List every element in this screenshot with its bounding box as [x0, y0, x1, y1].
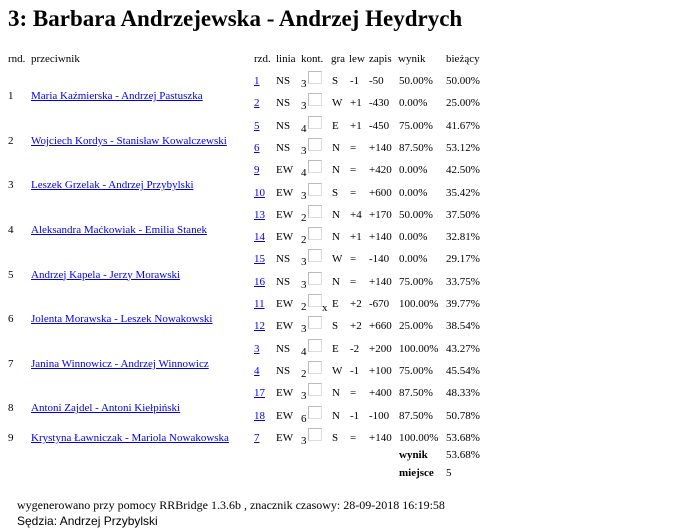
result-cell: 0.00% [399, 97, 428, 110]
running-cell: 33.75% [446, 275, 480, 288]
contract-level: 4 [301, 167, 307, 180]
line-cell: NS [276, 342, 291, 355]
header-result: wynik [398, 53, 426, 65]
lead-cell: = [350, 431, 357, 444]
round-number: 3 [8, 179, 14, 192]
contract-suit-box [308, 160, 322, 173]
declarer-cell: W [332, 97, 343, 110]
result-cell: 87.50% [399, 409, 433, 422]
contract-suit-box [308, 294, 322, 307]
summary-place-label: miejsce [399, 467, 434, 479]
result-cell: 100.00% [399, 298, 439, 310]
lead-cell: +1 [350, 231, 362, 244]
contract-level: 3 [301, 278, 307, 291]
lead-cell: +4 [350, 208, 362, 221]
contract-suit-box [308, 205, 322, 218]
score-cell: +100 [369, 364, 392, 377]
running-cell: 45.54% [446, 364, 480, 377]
score-cell: -670 [369, 298, 390, 310]
summary-result-label: wynik [399, 449, 428, 461]
result-cell: 75.00% [399, 364, 433, 377]
contract-suit-box [308, 272, 322, 285]
score-cell: +420 [369, 164, 392, 177]
line-cell: EW [276, 186, 294, 199]
lead-cell: = [350, 186, 357, 199]
contract-level: 2 [301, 301, 307, 313]
declarer-cell: S [332, 186, 339, 199]
running-cell: 37.50% [446, 208, 480, 221]
score-cell: +170 [369, 208, 392, 221]
contract-level: 3 [301, 434, 307, 447]
opponent-link[interactable]: Maria Kaźmierska - Andrzej Pastuszka [31, 90, 203, 103]
header-opponent: przeciwnik [31, 53, 80, 65]
line-cell: EW [276, 298, 294, 310]
result-cell: 0.00% [399, 231, 428, 244]
contract-suit-box [308, 183, 322, 196]
board-link[interactable]: 13 [254, 208, 265, 221]
header-score: zapis [369, 53, 392, 65]
page-title: 3: Barbara Andrzejewska - Andrzej Heydrych [8, 6, 463, 31]
running-cell: 39.77% [446, 298, 480, 310]
result-cell: 25.00% [399, 320, 433, 333]
contract-level: 3 [301, 256, 307, 269]
result-cell: 100.00% [399, 431, 439, 444]
lead-cell: = [350, 164, 357, 177]
contract-suit-box [308, 406, 322, 419]
declarer-cell: N [332, 275, 340, 288]
header-declarer: gra [331, 53, 346, 65]
declarer-cell: W [332, 253, 343, 266]
contract-level: 3 [301, 78, 307, 90]
board-link[interactable]: 6 [254, 141, 260, 154]
line-cell: NS [276, 253, 291, 266]
header-running: bieżący [446, 53, 480, 65]
board-link[interactable]: 7 [254, 431, 260, 444]
board-link[interactable]: 2 [254, 97, 260, 110]
opponent-link[interactable]: Janina Winnowicz - Andrzej Winnowicz [31, 357, 209, 370]
round-number: 1 [8, 90, 14, 103]
contract-level: 3 [301, 323, 307, 336]
result-cell: 75.00% [399, 119, 433, 132]
line-cell: NS [276, 275, 291, 288]
running-cell: 50.00% [446, 75, 480, 87]
lead-cell: -1 [350, 364, 360, 377]
result-cell: 87.50% [399, 141, 433, 154]
contract-suit-box [308, 227, 322, 240]
result-cell: 0.00% [399, 186, 428, 199]
opponent-link[interactable]: Jolenta Morawska - Leszek Nowakowski [31, 313, 213, 326]
running-cell: 48.33% [446, 387, 480, 400]
score-cell: -50 [369, 75, 384, 87]
contract-level: 2 [301, 234, 307, 247]
header-line: linia [276, 53, 296, 65]
lead-cell: = [350, 275, 357, 288]
score-cell: +140 [369, 141, 392, 154]
result-cell: 87.50% [399, 387, 433, 400]
contract-suit-box [308, 383, 322, 396]
opponent-link[interactable]: Wojciech Kordys - Stanisław Kowalczewski [31, 134, 227, 147]
board-link[interactable]: 3 [254, 342, 260, 355]
line-cell: EW [276, 231, 294, 244]
generated-note: wygenerowano przy pomocy RRBridge 1.3.6b , znacznik czasowy: 28-09-2018 16:19:58 [17, 498, 445, 512]
declarer-cell: N [332, 164, 340, 177]
declarer-cell: N [332, 231, 340, 244]
board-link[interactable]: 16 [254, 275, 265, 288]
round-number: 7 [8, 357, 14, 370]
judge-name: Sędzia: Andrzej Przybylski [17, 514, 158, 528]
lead-cell: +2 [350, 320, 362, 333]
header-contract: kont. [301, 53, 324, 65]
running-cell: 41.67% [446, 119, 480, 132]
running-cell: 38.54% [446, 320, 480, 333]
board-link[interactable]: 5 [254, 119, 260, 132]
contract-suit-box [308, 138, 322, 151]
declarer-cell: N [332, 387, 340, 400]
round-number: 9 [8, 431, 14, 444]
line-cell: NS [276, 97, 291, 110]
contract-level: 2 [301, 211, 307, 224]
opponent-link[interactable]: Antoni Zajdel - Antoni Kiełpiński [31, 402, 181, 415]
running-cell: 42.50% [446, 164, 480, 177]
declarer-cell: N [332, 208, 340, 221]
opponent-link[interactable]: Andrzej Kapela - Jerzy Morawski [31, 268, 181, 281]
summary-result-value: 53.68% [446, 449, 480, 461]
double-marker: x [322, 302, 328, 314]
footer [17, 497, 445, 529]
result-cell: 75.00% [399, 275, 433, 288]
running-cell: 35.42% [446, 186, 480, 199]
score-cell: +660 [369, 320, 392, 333]
board-link[interactable]: 11 [254, 298, 265, 310]
contract-suit-box [308, 361, 322, 374]
opponent-link[interactable]: Krystyna Ławniczak - Mariola Nowakowska [31, 431, 229, 444]
running-cell: 43.27% [446, 342, 480, 355]
running-cell: 32.81% [446, 231, 480, 244]
running-cell: 29.17% [446, 253, 480, 266]
lead-cell: = [350, 141, 357, 154]
lead-cell: +1 [350, 97, 362, 110]
score-cell: +200 [369, 342, 392, 355]
line-cell: EW [276, 387, 294, 400]
contract-suit-box [308, 339, 322, 352]
score-cell: +400 [369, 387, 392, 400]
declarer-cell: W [332, 364, 343, 377]
line-cell: EW [276, 320, 294, 333]
contract-level: 3 [301, 100, 307, 113]
board-link[interactable]: 9 [254, 164, 260, 177]
contract-suit-box [308, 316, 322, 329]
score-cell: +140 [369, 231, 392, 244]
board-link[interactable]: 18 [254, 409, 265, 422]
declarer-cell: E [332, 342, 339, 355]
lead-cell: -2 [350, 342, 360, 355]
contract-level: 3 [301, 390, 307, 403]
score-cell: +140 [369, 275, 392, 288]
declarer-cell: E [332, 119, 339, 132]
board-link[interactable]: 1 [254, 75, 260, 87]
round-number: 6 [8, 313, 14, 326]
board-link[interactable]: 15 [254, 253, 265, 266]
line-cell: EW [276, 409, 294, 422]
line-cell: EW [276, 431, 294, 444]
running-cell: 50.78% [446, 409, 480, 422]
line-cell: NS [276, 141, 291, 154]
contract-suit-box [308, 428, 322, 441]
declarer-cell: S [332, 75, 339, 87]
declarer-cell: S [332, 431, 339, 444]
line-cell: NS [276, 119, 291, 132]
header-lead: lew [349, 53, 365, 65]
header-board: rzd. [254, 53, 271, 65]
board-link[interactable]: 14 [254, 231, 265, 244]
line-cell: NS [276, 75, 291, 87]
result-cell: 0.00% [399, 164, 428, 177]
score-cell: +600 [369, 186, 392, 199]
declarer-cell: N [332, 409, 340, 422]
result-cell: 50.00% [399, 208, 433, 221]
contract-level: 6 [301, 412, 307, 425]
board-link[interactable]: 10 [254, 186, 265, 199]
round-number: 8 [8, 402, 14, 415]
lead-cell: +1 [350, 119, 362, 132]
result-cell: 0.00% [399, 253, 428, 266]
score-cell: +140 [369, 431, 392, 444]
opponent-link[interactable]: Leszek Grzelak - Andrzej Przybylski [31, 179, 194, 192]
contract-suit-box [308, 71, 322, 84]
contract-level: 4 [301, 122, 307, 135]
running-cell: 53.68% [446, 431, 480, 444]
round-number: 5 [8, 268, 14, 281]
running-cell: 53.12% [446, 141, 480, 154]
score-cell: -430 [369, 97, 390, 110]
lead-cell: +2 [350, 298, 362, 310]
declarer-cell: E [332, 298, 339, 310]
board-link[interactable]: 12 [254, 320, 265, 333]
score-cell: -100 [369, 409, 390, 422]
opponent-link[interactable]: Aleksandra Maćkowiak - Emilia Stanek [31, 223, 207, 236]
summary-place-value: 5 [446, 467, 452, 479]
contract-suit-box [308, 93, 322, 106]
round-number: 2 [8, 134, 14, 147]
lead-cell: = [350, 253, 357, 266]
contract-suit-box [308, 116, 322, 129]
contract-level: 3 [301, 189, 307, 202]
score-cell: -450 [369, 119, 390, 132]
contract-level: 2 [301, 367, 307, 380]
result-cell: 50.00% [399, 75, 433, 87]
declarer-cell: N [332, 141, 340, 154]
lead-cell: -1 [350, 409, 360, 422]
line-cell: EW [276, 164, 294, 177]
line-cell: NS [276, 364, 291, 377]
contract-level: 4 [301, 345, 307, 358]
line-cell: EW [276, 208, 294, 221]
contract-level: 3 [301, 144, 307, 157]
lead-cell: -1 [350, 75, 360, 87]
round-number: 4 [8, 223, 14, 236]
lead-cell: = [350, 387, 357, 400]
header-rnd: rnd. [8, 53, 26, 65]
board-link[interactable]: 17 [254, 387, 265, 400]
score-cell: -140 [369, 253, 390, 266]
contract-suit-box [308, 249, 322, 262]
result-cell: 100.00% [399, 342, 439, 355]
board-link[interactable]: 4 [254, 364, 260, 377]
declarer-cell: S [332, 320, 339, 333]
running-cell: 25.00% [446, 97, 480, 110]
